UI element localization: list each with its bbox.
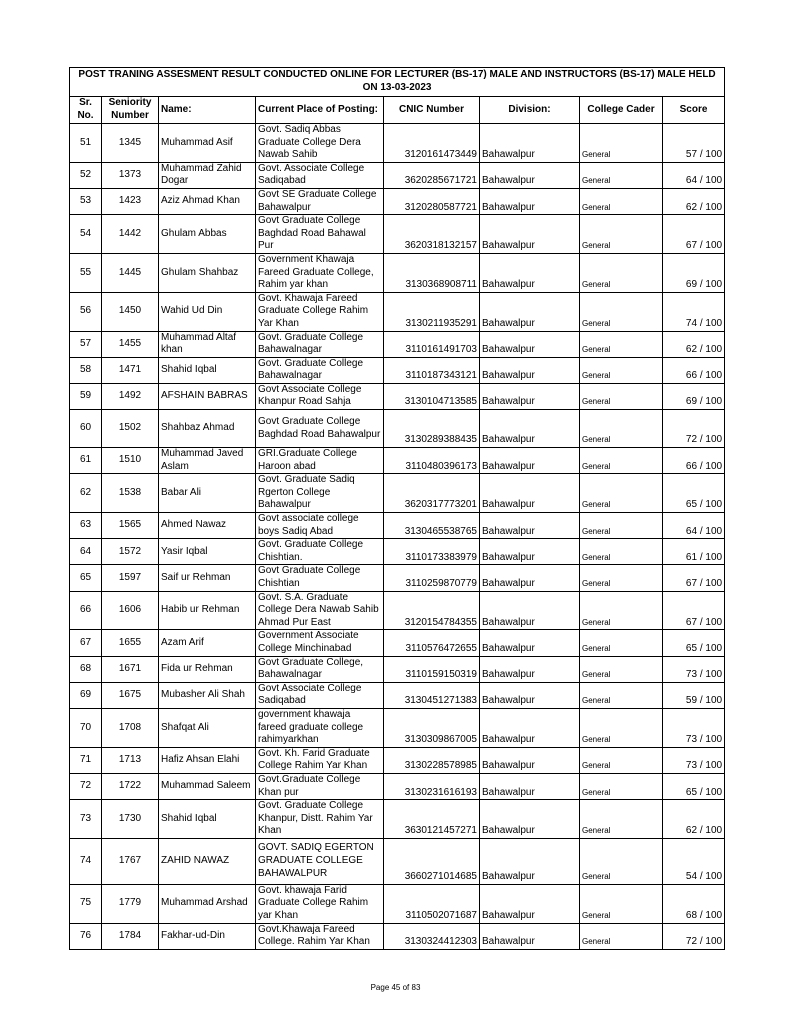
cell-division: Bahawalpur xyxy=(480,513,580,539)
cell-cnic: 3110187343121 xyxy=(384,357,480,383)
cell-division: Bahawalpur xyxy=(480,565,580,591)
header-cadre: College Cader xyxy=(580,97,663,124)
header-row xyxy=(70,97,725,124)
cell-seniority: 1502 xyxy=(102,410,159,448)
cell-sr: 62 xyxy=(70,474,102,513)
cell-division: Bahawalpur xyxy=(480,747,580,773)
cell-name: Fida ur Rehman xyxy=(159,656,256,682)
cell-score: 57 / 100 xyxy=(663,124,725,163)
cell-cadre: General xyxy=(580,539,663,565)
cell-posting: Govt. Graduate College Khanpur, Distt. Rahim Yar Khan xyxy=(256,800,384,839)
cell-score: 72 / 100 xyxy=(663,923,725,949)
cell-cadre: General xyxy=(580,682,663,708)
cell-seniority: 1510 xyxy=(102,448,159,474)
cell-sr: 64 xyxy=(70,539,102,565)
cell-cadre: General xyxy=(580,383,663,409)
cell-score: 61 / 100 xyxy=(663,539,725,565)
cell-seniority: 1655 xyxy=(102,630,159,656)
cell-cadre: General xyxy=(580,188,663,214)
cell-score: 67 / 100 xyxy=(663,565,725,591)
cell-cadre: General xyxy=(580,124,663,163)
cell-score: 66 / 100 xyxy=(663,357,725,383)
table-body xyxy=(70,124,725,950)
cell-cadre: General xyxy=(580,884,663,923)
cell-sr: 59 xyxy=(70,383,102,409)
cell-sr: 58 xyxy=(70,357,102,383)
table-row xyxy=(70,682,725,708)
cell-cnic: 3130104713585 xyxy=(384,383,480,409)
header-cnic: CNIC Number xyxy=(384,97,480,124)
cell-cadre: General xyxy=(580,162,663,188)
cell-cnic: 3120280587721 xyxy=(384,188,480,214)
cell-division: Bahawalpur xyxy=(480,357,580,383)
cell-name: Shahid Iqbal xyxy=(159,800,256,839)
cell-seniority: 1373 xyxy=(102,162,159,188)
cell-posting: Govt. Graduate Sadiq Rgerton College Bahawalpur xyxy=(256,474,384,513)
cell-cadre: General xyxy=(580,747,663,773)
cell-name: Muhammad Javed Aslam xyxy=(159,448,256,474)
cell-cadre: General xyxy=(580,800,663,839)
cell-posting: Govt. Sadiq Abbas Graduate College Dera Nawab Sahib xyxy=(256,124,384,163)
cell-division: Bahawalpur xyxy=(480,884,580,923)
cell-name: Muhammad Asif xyxy=(159,124,256,163)
cell-sr: 72 xyxy=(70,773,102,799)
table-row xyxy=(70,539,725,565)
cell-seniority: 1450 xyxy=(102,292,159,331)
cell-seniority: 1538 xyxy=(102,474,159,513)
table-row xyxy=(70,747,725,773)
table-row xyxy=(70,800,725,839)
cell-cadre: General xyxy=(580,838,663,884)
cell-division: Bahawalpur xyxy=(480,474,580,513)
cell-sr: 51 xyxy=(70,124,102,163)
table-row xyxy=(70,410,725,448)
cell-posting: Govt SE Graduate College Bahawalpur xyxy=(256,188,384,214)
cell-score: 73 / 100 xyxy=(663,747,725,773)
cell-cadre: General xyxy=(580,448,663,474)
cell-sr: 60 xyxy=(70,410,102,448)
cell-cnic: 3130309867005 xyxy=(384,708,480,747)
cell-score: 67 / 100 xyxy=(663,591,725,630)
cell-division: Bahawalpur xyxy=(480,253,580,292)
cell-score: 73 / 100 xyxy=(663,708,725,747)
cell-sr: 63 xyxy=(70,513,102,539)
cell-division: Bahawalpur xyxy=(480,773,580,799)
cell-sr: 73 xyxy=(70,800,102,839)
cell-cnic: 3110161491703 xyxy=(384,331,480,357)
table-row xyxy=(70,188,725,214)
cell-seniority: 1492 xyxy=(102,383,159,409)
cell-score: 68 / 100 xyxy=(663,884,725,923)
cell-division: Bahawalpur xyxy=(480,331,580,357)
table-row xyxy=(70,292,725,331)
cell-division: Bahawalpur xyxy=(480,410,580,448)
cell-name: Aziz Ahmad Khan xyxy=(159,188,256,214)
cell-cadre: General xyxy=(580,656,663,682)
cell-cnic: 3120154784355 xyxy=(384,591,480,630)
header-seniority: Seniority Number xyxy=(102,97,159,124)
cell-division: Bahawalpur xyxy=(480,682,580,708)
cell-posting: Govt. Graduate College Chishtian. xyxy=(256,539,384,565)
cell-seniority: 1708 xyxy=(102,708,159,747)
cell-score: 69 / 100 xyxy=(663,383,725,409)
cell-cadre: General xyxy=(580,292,663,331)
cell-cadre: General xyxy=(580,923,663,949)
cell-division: Bahawalpur xyxy=(480,215,580,254)
cell-posting: Government Associate College Minchinabad xyxy=(256,630,384,656)
cell-posting: Govt Graduate College Baghdad Road Bahawalpur xyxy=(256,410,384,448)
cell-cnic: 3130228578985 xyxy=(384,747,480,773)
cell-name: Ghulam Shahbaz xyxy=(159,253,256,292)
cell-cadre: General xyxy=(580,410,663,448)
cell-name: Shahid Iqbal xyxy=(159,357,256,383)
cell-division: Bahawalpur xyxy=(480,591,580,630)
cell-seniority: 1722 xyxy=(102,773,159,799)
cell-seniority: 1606 xyxy=(102,591,159,630)
cell-posting: Govt Graduate College Chishtian xyxy=(256,565,384,591)
cell-sr: 69 xyxy=(70,682,102,708)
cell-name: Babar Ali xyxy=(159,474,256,513)
page-title: POST TRANING ASSESMENT RESULT CONDUCTED ONLINE FOR LECTURER (BS-17) MALE AND INSTRUCTORS (BS-17) MALE HELD ON 13-03-2023 xyxy=(70,68,725,97)
cell-cadre: General xyxy=(580,773,663,799)
cell-seniority: 1565 xyxy=(102,513,159,539)
cell-cnic: 3110159150319 xyxy=(384,656,480,682)
header-name: Name: xyxy=(159,97,256,124)
cell-sr: 75 xyxy=(70,884,102,923)
cell-score: 62 / 100 xyxy=(663,331,725,357)
cell-score: 74 / 100 xyxy=(663,292,725,331)
cell-sr: 61 xyxy=(70,448,102,474)
cell-cnic: 3110502071687 xyxy=(384,884,480,923)
cell-cnic: 3130368908711 xyxy=(384,253,480,292)
cell-sr: 70 xyxy=(70,708,102,747)
cell-posting: Govt. Graduate College Bahawalnagar xyxy=(256,331,384,357)
cell-cadre: General xyxy=(580,630,663,656)
cell-cnic: 3130465538765 xyxy=(384,513,480,539)
cell-name: Wahid Ud Din xyxy=(159,292,256,331)
cell-name: Azam Arif xyxy=(159,630,256,656)
cell-cadre: General xyxy=(580,565,663,591)
cell-cnic: 3620285671721 xyxy=(384,162,480,188)
table-row xyxy=(70,215,725,254)
page-footer: Page 45 of 83 xyxy=(370,983,421,992)
cell-posting: Govt. Kh. Farid Graduate College Rahim Yar Khan xyxy=(256,747,384,773)
cell-score: 66 / 100 xyxy=(663,448,725,474)
cell-score: 69 / 100 xyxy=(663,253,725,292)
cell-seniority: 1767 xyxy=(102,838,159,884)
cell-sr: 76 xyxy=(70,923,102,949)
cell-cadre: General xyxy=(580,513,663,539)
cell-score: 54 / 100 xyxy=(663,838,725,884)
cell-sr: 55 xyxy=(70,253,102,292)
table-row xyxy=(70,923,725,949)
cell-name: AFSHAIN BABRAS xyxy=(159,383,256,409)
cell-division: Bahawalpur xyxy=(480,188,580,214)
cell-sr: 52 xyxy=(70,162,102,188)
cell-cnic: 3130231616193 xyxy=(384,773,480,799)
cell-division: Bahawalpur xyxy=(480,923,580,949)
cell-name: Shahbaz Ahmad xyxy=(159,410,256,448)
cell-sr: 67 xyxy=(70,630,102,656)
cell-seniority: 1455 xyxy=(102,331,159,357)
cell-cadre: General xyxy=(580,215,663,254)
cell-posting: Govt.Graduate College Khan pur xyxy=(256,773,384,799)
cell-name: Shafqat Ali xyxy=(159,708,256,747)
cell-sr: 56 xyxy=(70,292,102,331)
cell-cnic: 3620317773201 xyxy=(384,474,480,513)
cell-posting: Govt Associate College Sadiqabad xyxy=(256,682,384,708)
results-table xyxy=(69,67,725,950)
header-score: Score xyxy=(663,97,725,124)
table-row xyxy=(70,565,725,591)
cell-score: 67 / 100 xyxy=(663,215,725,254)
cell-posting: Govt. khawaja Farid Graduate College Rahim yar Khan xyxy=(256,884,384,923)
cell-cadre: General xyxy=(580,357,663,383)
cell-division: Bahawalpur xyxy=(480,656,580,682)
cell-name: Muhammad Saleem xyxy=(159,773,256,799)
cell-name: Yasir Iqbal xyxy=(159,539,256,565)
cell-sr: 54 xyxy=(70,215,102,254)
table-row xyxy=(70,383,725,409)
cell-cnic: 3130451271383 xyxy=(384,682,480,708)
cell-name: Mubasher Ali Shah xyxy=(159,682,256,708)
cell-name: Hafiz Ahsan Elahi xyxy=(159,747,256,773)
cell-cnic: 3630121457271 xyxy=(384,800,480,839)
cell-cadre: General xyxy=(580,591,663,630)
cell-sr: 74 xyxy=(70,838,102,884)
table-row xyxy=(70,773,725,799)
cell-name: Saif ur Rehman xyxy=(159,565,256,591)
cell-cnic: 3110576472655 xyxy=(384,630,480,656)
cell-seniority: 1671 xyxy=(102,656,159,682)
cell-cadre: General xyxy=(580,253,663,292)
cell-sr: 66 xyxy=(70,591,102,630)
cell-cnic: 3130289388435 xyxy=(384,410,480,448)
cell-division: Bahawalpur xyxy=(480,162,580,188)
cell-score: 64 / 100 xyxy=(663,162,725,188)
cell-cnic: 3110173383979 xyxy=(384,539,480,565)
cell-cnic: 3660271014685 xyxy=(384,838,480,884)
cell-posting: Govt Graduate College Baghdad Road Bahawal Pur xyxy=(256,215,384,254)
cell-cnic: 3110480396173 xyxy=(384,448,480,474)
cell-seniority: 1345 xyxy=(102,124,159,163)
cell-seniority: 1779 xyxy=(102,884,159,923)
cell-sr: 71 xyxy=(70,747,102,773)
table-row xyxy=(70,630,725,656)
cell-sr: 57 xyxy=(70,331,102,357)
cell-seniority: 1442 xyxy=(102,215,159,254)
cell-posting: Govt.Khawaja Fareed College. Rahim Yar Khan xyxy=(256,923,384,949)
cell-score: 62 / 100 xyxy=(663,188,725,214)
cell-cnic: 3620318132157 xyxy=(384,215,480,254)
table-row xyxy=(70,591,725,630)
cell-score: 65 / 100 xyxy=(663,630,725,656)
cell-division: Bahawalpur xyxy=(480,383,580,409)
table-row xyxy=(70,162,725,188)
cell-seniority: 1471 xyxy=(102,357,159,383)
cell-name: Muhammad Altaf khan xyxy=(159,331,256,357)
table-row xyxy=(70,253,725,292)
cell-sr: 68 xyxy=(70,656,102,682)
header-posting: Current Place of Posting: xyxy=(256,97,384,124)
cell-name: Ahmed Nawaz xyxy=(159,513,256,539)
cell-posting: Govt. Graduate College Bahawalnagar xyxy=(256,357,384,383)
cell-division: Bahawalpur xyxy=(480,124,580,163)
cell-posting: Govt. S.A. Graduate College Dera Nawab Sahib Ahmad Pur East xyxy=(256,591,384,630)
table-row xyxy=(70,474,725,513)
cell-score: 59 / 100 xyxy=(663,682,725,708)
cell-sr: 53 xyxy=(70,188,102,214)
cell-score: 65 / 100 xyxy=(663,474,725,513)
table-row xyxy=(70,708,725,747)
cell-cnic: 3130211935291 xyxy=(384,292,480,331)
cell-seniority: 1675 xyxy=(102,682,159,708)
cell-name: Muhammad Arshad xyxy=(159,884,256,923)
cell-score: 65 / 100 xyxy=(663,773,725,799)
cell-name: ZAHID NAWAZ xyxy=(159,838,256,884)
table-row xyxy=(70,124,725,163)
cell-score: 64 / 100 xyxy=(663,513,725,539)
cell-posting: Govt. Khawaja Fareed Graduate College Rahim Yar Khan xyxy=(256,292,384,331)
table-row xyxy=(70,838,725,884)
cell-seniority: 1445 xyxy=(102,253,159,292)
table-row xyxy=(70,448,725,474)
cell-posting: Govt Graduate College, Bahawalnagar xyxy=(256,656,384,682)
cell-division: Bahawalpur xyxy=(480,292,580,331)
table-row xyxy=(70,513,725,539)
cell-posting: Govt. Associate College Sadiqabad xyxy=(256,162,384,188)
cell-name: Fakhar-ud-Din xyxy=(159,923,256,949)
cell-cadre: General xyxy=(580,474,663,513)
cell-posting: government khawaja fareed graduate college rahimyarkhan xyxy=(256,708,384,747)
table-row xyxy=(70,331,725,357)
table-row xyxy=(70,884,725,923)
cell-division: Bahawalpur xyxy=(480,708,580,747)
cell-score: 73 / 100 xyxy=(663,656,725,682)
header-sr: Sr. No. xyxy=(70,97,102,124)
cell-cnic: 3120161473449 xyxy=(384,124,480,163)
cell-seniority: 1597 xyxy=(102,565,159,591)
cell-seniority: 1572 xyxy=(102,539,159,565)
cell-division: Bahawalpur xyxy=(480,630,580,656)
cell-seniority: 1784 xyxy=(102,923,159,949)
table-row xyxy=(70,656,725,682)
cell-seniority: 1713 xyxy=(102,747,159,773)
cell-division: Bahawalpur xyxy=(480,539,580,565)
cell-score: 62 / 100 xyxy=(663,800,725,839)
cell-score: 72 / 100 xyxy=(663,410,725,448)
header-division: Division: xyxy=(480,97,580,124)
cell-posting: Govt Associate College Khanpur Road Sahja xyxy=(256,383,384,409)
cell-cadre: General xyxy=(580,708,663,747)
cell-posting: GRI.Graduate College Haroon abad xyxy=(256,448,384,474)
cell-name: Ghulam Abbas xyxy=(159,215,256,254)
cell-posting: Govt associate college boys Sadiq Abad xyxy=(256,513,384,539)
cell-cnic: 3130324412303 xyxy=(384,923,480,949)
cell-seniority: 1730 xyxy=(102,800,159,839)
cell-division: Bahawalpur xyxy=(480,838,580,884)
cell-division: Bahawalpur xyxy=(480,448,580,474)
cell-seniority: 1423 xyxy=(102,188,159,214)
cell-division: Bahawalpur xyxy=(480,800,580,839)
cell-name: Muhammad Zahid Dogar xyxy=(159,162,256,188)
cell-name: Habib ur Rehman xyxy=(159,591,256,630)
table-row xyxy=(70,357,725,383)
cell-sr: 65 xyxy=(70,565,102,591)
cell-posting: Government Khawaja Fareed Graduate College, Rahim yar khan xyxy=(256,253,384,292)
cell-posting: GOVT. SADIQ EGERTON GRADUATE COLLEGE BAHAWALPUR xyxy=(256,838,384,884)
cell-cnic: 3110259870779 xyxy=(384,565,480,591)
cell-cadre: General xyxy=(580,331,663,357)
